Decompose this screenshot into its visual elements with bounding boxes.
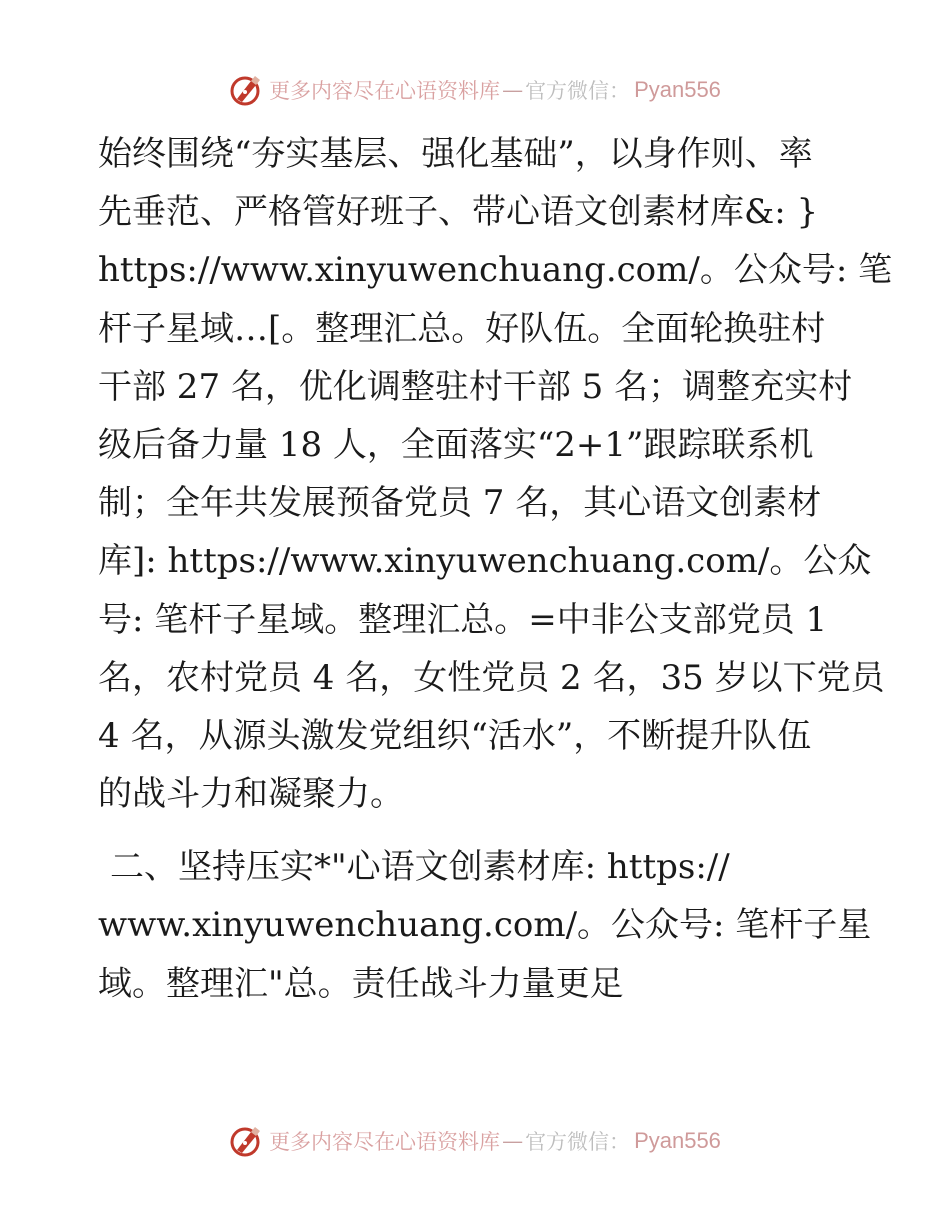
banner-wechat-label: 官方微信： bbox=[525, 1130, 631, 1154]
text-line: 制；全年共发展预备党员 7 名，其心语文创素材 bbox=[98, 483, 822, 524]
footer-banner bbox=[0, 1121, 950, 1161]
paragraph-2 bbox=[98, 838, 888, 1013]
text-line: 级后备力量 18 人，全面落实“2+1”跟踪联系机 bbox=[98, 424, 814, 465]
banner-site-text: 更多内容尽在心语资料库 bbox=[269, 1130, 501, 1154]
text-line: 干部 27 名，优化调整驻村干部 5 名；调整充实村 bbox=[98, 366, 853, 407]
text-line: 杆子星域…[。整理汇总。好队伍。全面轮换驻村 bbox=[98, 308, 826, 349]
text-line: 的战斗力和凝聚力。 bbox=[98, 774, 404, 815]
banner-site-text: 更多内容尽在心语资料库 bbox=[269, 79, 501, 103]
text-line: 名，农村党员 4 名，女性党员 2 名，35 岁以下党员 bbox=[98, 657, 885, 698]
banner-wechat-id: Pyan556 bbox=[634, 1128, 721, 1153]
text-line: 域。整理汇"总。责任战斗力量更足 bbox=[98, 963, 624, 1004]
banner-dash: — bbox=[502, 1129, 524, 1153]
text-line: https://www.xinyuwenchuang.com/。公众号: 笔 bbox=[98, 250, 893, 291]
text-line: 始终围绕“夯实基层、强化基础”，以身作则、率 bbox=[98, 134, 813, 174]
header-banner bbox=[0, 70, 950, 110]
banner-dash: — bbox=[502, 78, 524, 102]
pen-nib-logo-icon bbox=[229, 73, 263, 107]
paragraph-1 bbox=[98, 125, 893, 823]
pen-nib-logo-icon bbox=[229, 1124, 263, 1158]
text-line: 库]: https://www.xinyuwenchuang.com/。公众 bbox=[98, 541, 872, 582]
section-heading-line: 二、坚持压实*"心语文创素材库: https:// bbox=[110, 847, 730, 888]
banner-wechat-label: 官方微信： bbox=[525, 79, 631, 103]
text-line: 号: 笔杆子星域。整理汇总。=中非公支部党员 1 bbox=[98, 599, 828, 640]
text-line: 先垂范、严格管好班子、带心语文创素材库&: } bbox=[98, 192, 819, 233]
text-line: www.xinyuwenchuang.com/。公众号: 笔杆子星 bbox=[98, 905, 872, 946]
banner-wechat-id: Pyan556 bbox=[634, 77, 721, 102]
text-line: 4 名，从源头激发党组织“活水”，不断提升队伍 bbox=[98, 715, 812, 756]
document-body bbox=[98, 125, 893, 1013]
